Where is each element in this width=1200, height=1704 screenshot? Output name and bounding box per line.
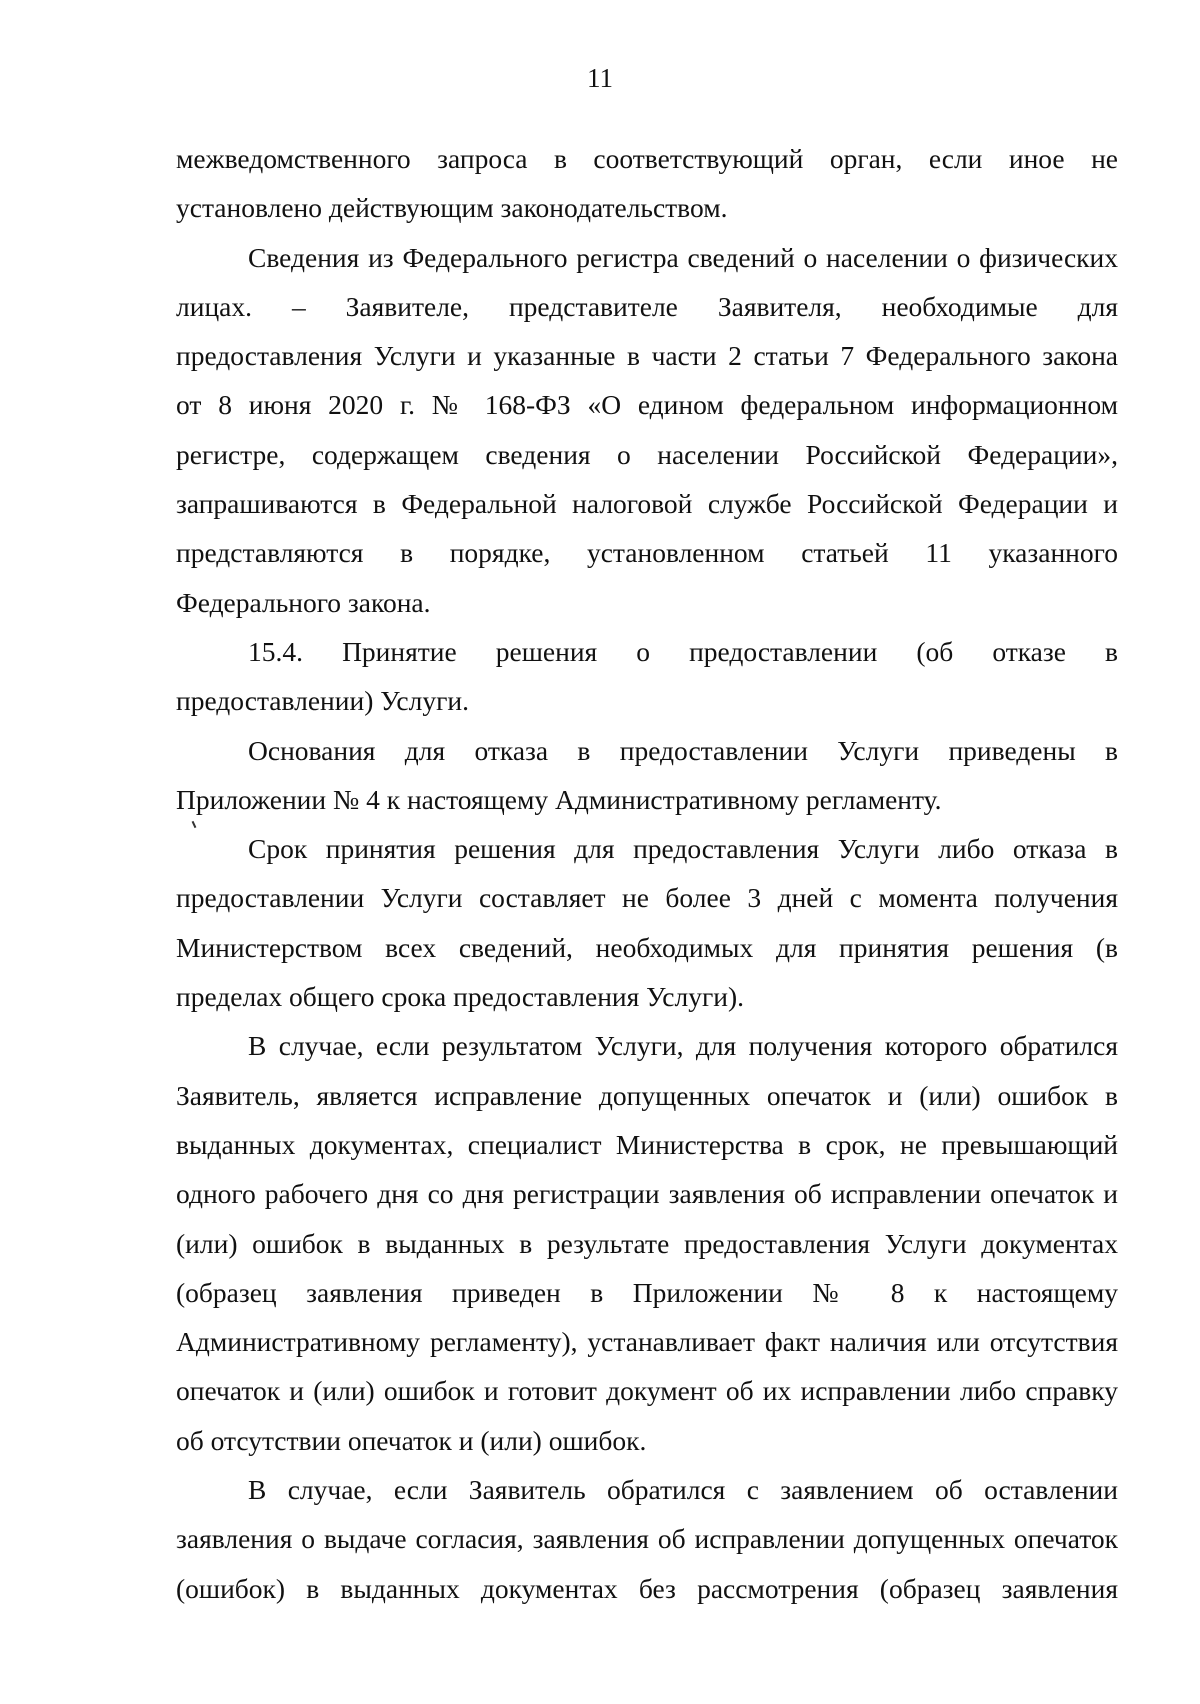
text-line: предоставления Услуги и указанные в части 2 статьи 7 Федерального закона <box>176 340 1118 372</box>
text-line: заявления о выдаче согласия, заявления об исправлении допущенных опечаток <box>176 1523 1118 1555</box>
text-line: от 8 июня 2020 г. № 168-ФЗ «О едином федеральном информационном <box>176 389 1118 421</box>
text-line: регистре, содержащем сведения о населении Российской Федерации», <box>176 438 1118 470</box>
text-line: Приложении № 4 к настоящему Административному регламенту. <box>176 783 942 815</box>
text-line: Административному регламенту), устанавливает факт наличия или отсутствия <box>176 1326 1118 1358</box>
text-line: межведомственного запроса в соответствующий орган, если иное не <box>176 143 1118 174</box>
text-line: В случае, если результатом Услуги, для получения которого обратился <box>248 1030 1118 1062</box>
paragraph <box>176 824 1118 1021</box>
text-line: одного рабочего дня со дня регистрации заявления об исправлении опечаток и <box>176 1178 1118 1210</box>
page-number: 11 <box>587 63 613 93</box>
text-line: Сведения из Федерального регистра сведений о населении о физических <box>248 241 1118 273</box>
paragraph <box>176 134 1118 233</box>
text-line: В случае, если Заявитель обратился с заявлением об оставлении <box>248 1474 1118 1506</box>
text-line: Срок принятия решения для предоставления Услуги либо отказа в <box>248 833 1118 865</box>
text-line: опечаток и (или) ошибок и готовит документ об их исправлении либо справку <box>176 1375 1118 1407</box>
text-line: (или) ошибок в выданных в результате предоставления Услуги документах <box>176 1227 1118 1259</box>
document-body <box>176 134 1118 1613</box>
text-line: установлено действующим законодательством. <box>176 192 728 224</box>
text-line: Основания для отказа в предоставлении Услуги приведены в <box>248 734 1118 766</box>
text-line: Федерального закона. <box>176 586 431 618</box>
text-line: об отсутствии опечаток и (или) ошибок. <box>176 1424 647 1456</box>
text-line: пределах общего срока предоставления Услуги). <box>176 981 745 1013</box>
text-line: лицах. – Заявителе, представителе Заявителя, необходимые для <box>176 290 1118 322</box>
text-line: 15.4. Принятие решения о предоставлении (об отказе в <box>248 635 1118 667</box>
text-line: (образец заявления приведен в Приложении № 8 к настоящему <box>176 1276 1118 1308</box>
text-line: предоставлении Услуги составляет не более 3 дней с момента получения <box>176 882 1118 914</box>
text-line: Министерством всех сведений, необходимых для принятия решения (в <box>176 931 1118 963</box>
text-line: представляются в порядке, установленном статьей 11 указанного <box>176 537 1118 569</box>
paragraph <box>176 233 1118 627</box>
text-line: Заявитель, является исправление допущенных опечаток и (или) ошибок в <box>176 1079 1118 1111</box>
paragraph <box>176 1021 1118 1465</box>
paragraph <box>176 1465 1118 1613</box>
text-line: предоставлении) Услуги. <box>176 685 469 717</box>
text-line: выданных документах, специалист Министерства в срок, не превышающий <box>176 1128 1118 1160</box>
text-line: (ошибок) в выданных документах без рассмотрения (образец заявления <box>176 1572 1118 1604</box>
paragraph <box>176 726 1118 825</box>
text-line: запрашиваются в Федеральной налоговой службе Российской Федерации и <box>176 488 1118 520</box>
paragraph <box>176 627 1118 726</box>
